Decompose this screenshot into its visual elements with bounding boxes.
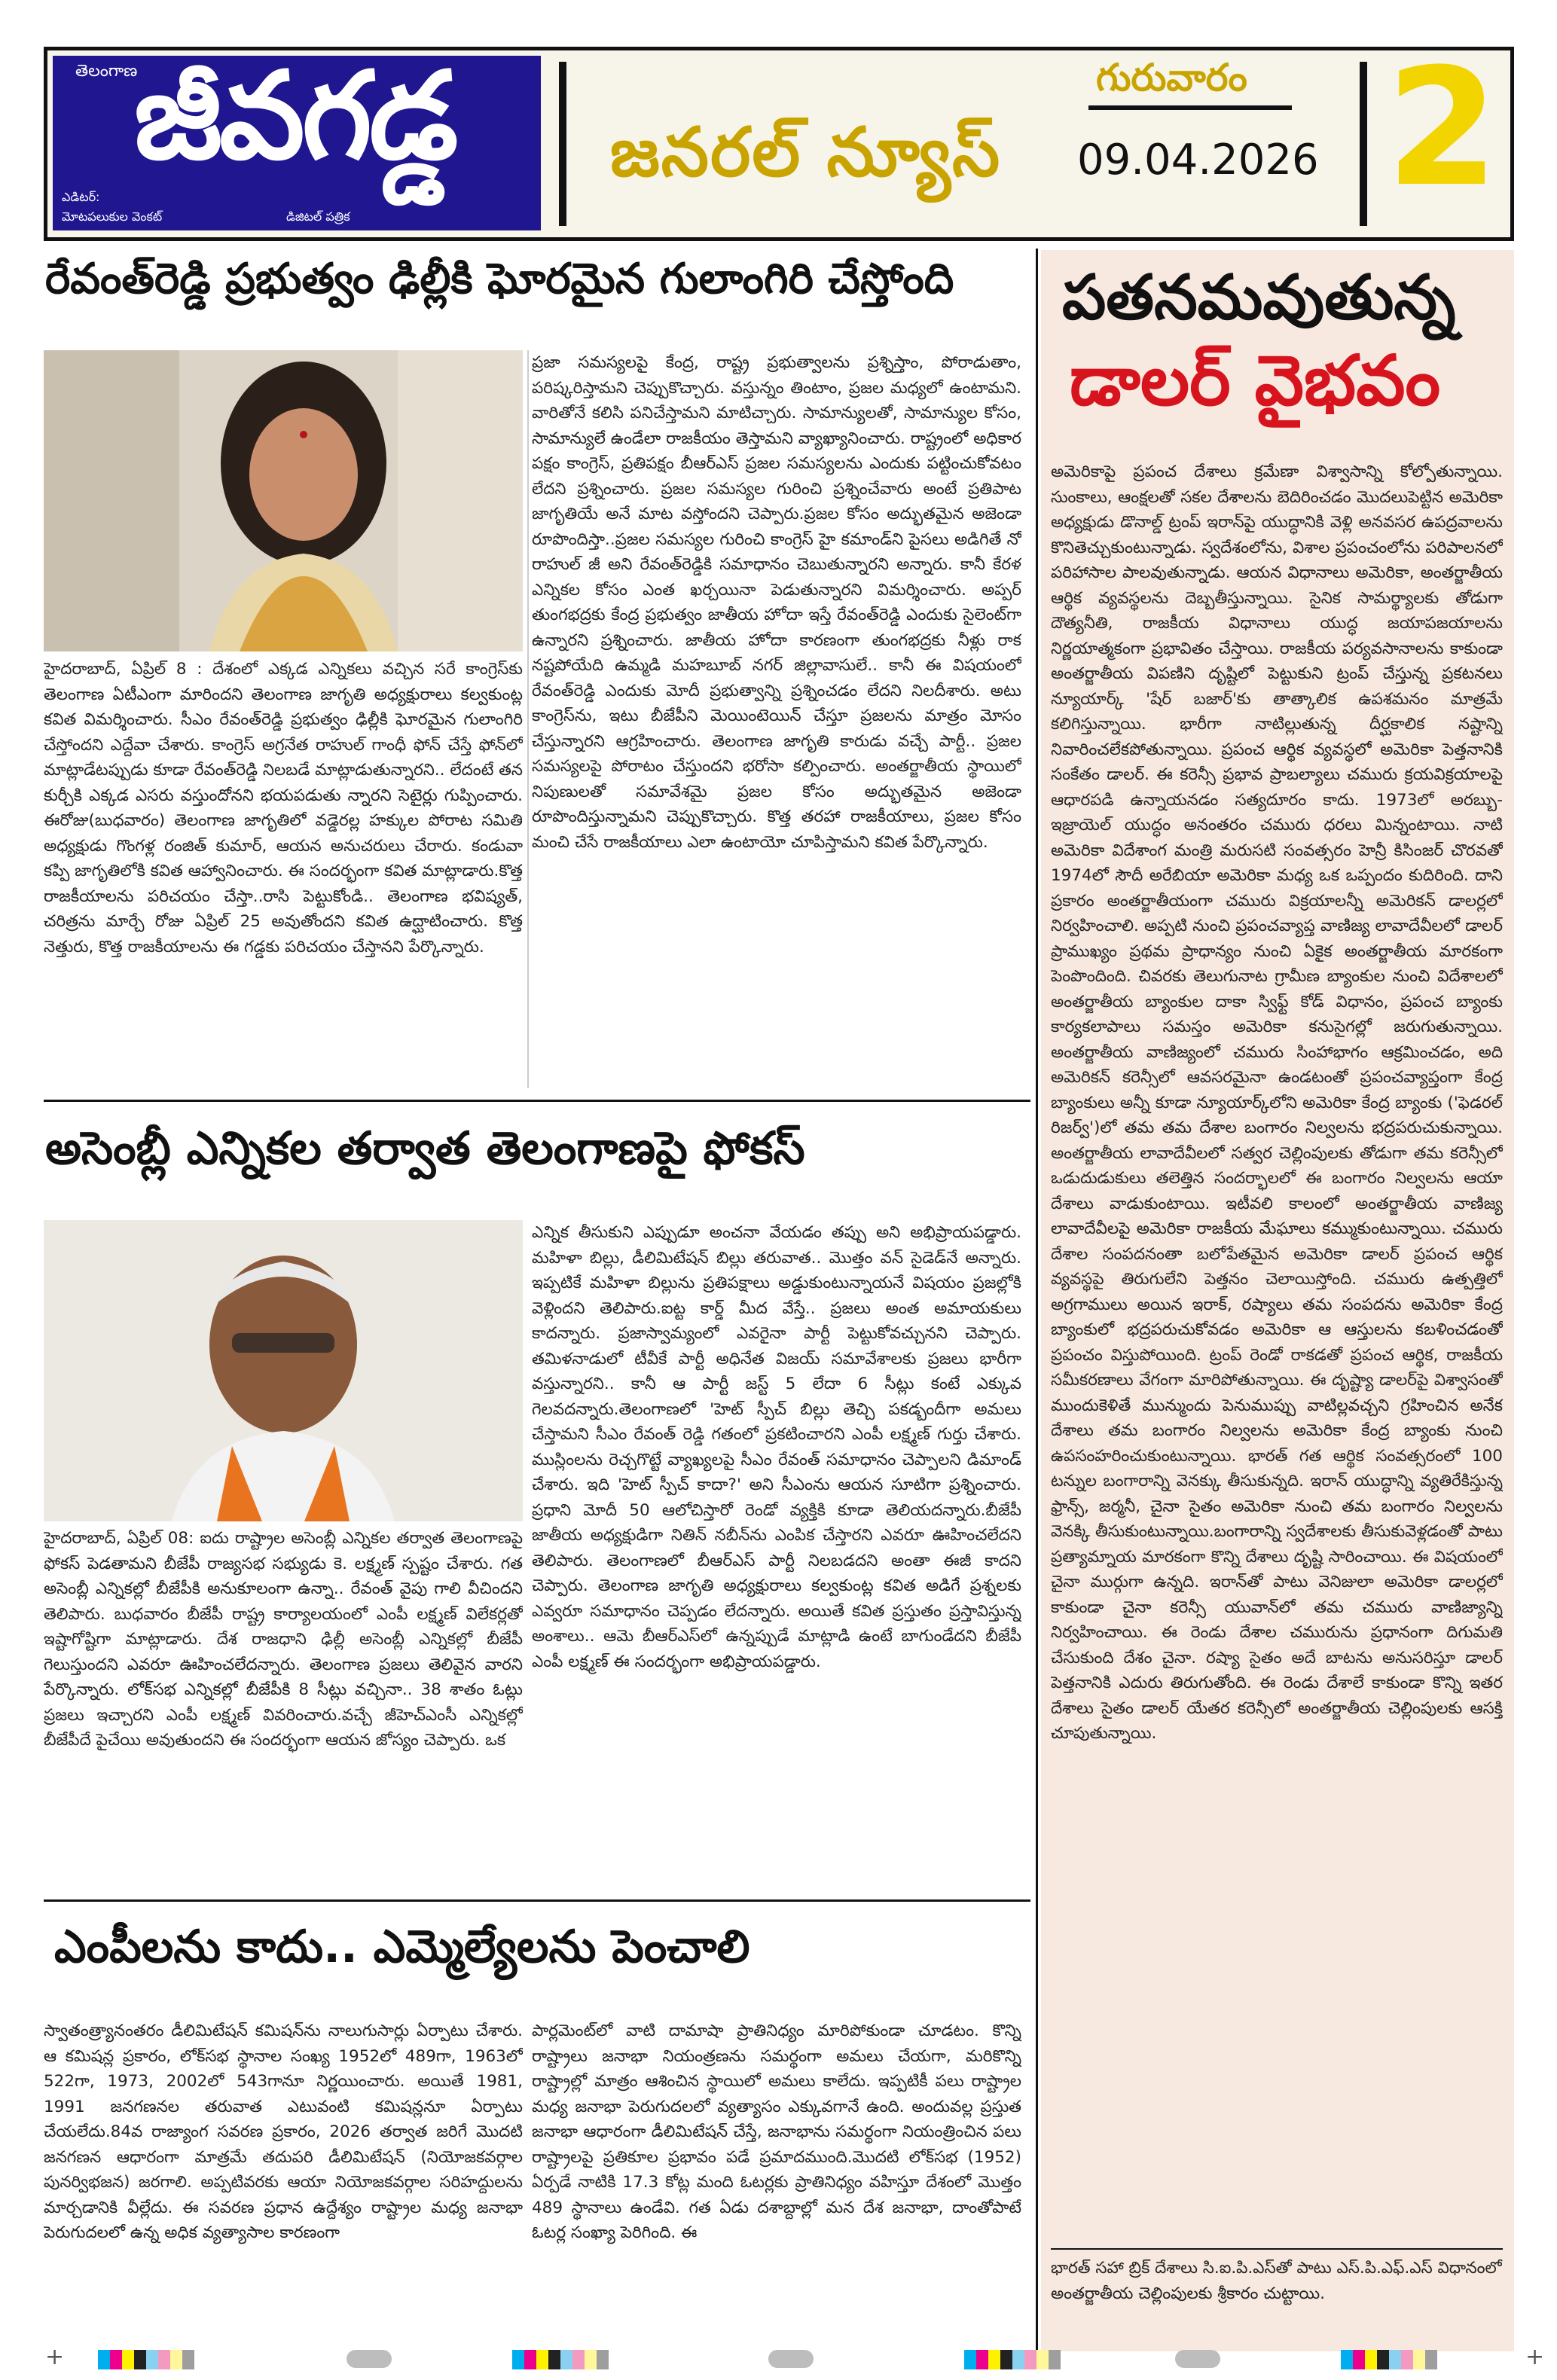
- print-mark: [347, 2350, 392, 2368]
- portrait-man-illustration: [44, 1220, 523, 1521]
- sidebar-headline-line1: పతనమవుతున్న: [1062, 262, 1456, 334]
- sidebar-footer-rule: [1051, 2248, 1503, 2250]
- article2-body-col2: ఎన్నిక తీసుకుని ఎప్పుడూ అంచనా వేయడం తప్పు అని అభిప్రాయపడ్డారు. మహిళా బిల్లు, డీలిమిటేషన్ బిల్లు తరువాత.. మొత్తం వన్ సైడెడ్‌నే అన్నారు. ఇప్పటికే మహిళా బిల్లును ప్రతిపక్షాలు అడ్డుకుంటున్నాయనే విషయం ప్రజల్లోకి వెళ్లిందని తెలిపారు.ఐట్ట కార్డ్ మీద వేస్తే.. ప్రజలు అంత అమాయకులు కాదన్నారు. ప్రజాస్వామ్యంలో ఎవరైనా పార్టీ పెట్టుకోవచ్చునని చెప్పారు. తమిళనాడులో టీవీకే పార్టీ అధినేత విజయ్ సమావేశాలకు ప్రజలు భారీగా వస్తున్నారని.. కానీ ఆ పార్టీ జస్ట్ 5 లేదా 6 సీట్లు కంటే ఎక్కువ గెలవదన్నారు.తెలంగాణలో 'హెట్ స్పీచ్ బిల్లు తెచ్చి పకడ్బందీగా అమలు చేస్తామని సీఎం రేవంత్ రెడ్డి గతంలో ప్రకటించారని ఎంపీ లక్ష్మణ్ గుర్తు చేశారు. ముస్లింలను రెచ్చగొట్టే వ్యాఖ్యలపై సీఎం రేవంత్ సమాధానం చెప్పాలని డిమాండ్ చేశారు. ఇది 'హెట్ స్పీచ్ కాదా?' అని సీఎంను ఆయన సూటిగా ప్రశ్నించారు. ప్రధాని మోదీ 50 ఆలోచిస్తారో రెండో వ్యక్తికి కూడా తెలియదన్నారు.బీజేపీ జాతీయ అధ్యక్షుడిగా నితిన్ నబీన్‌ను ఎంపిక చేస్తారని ఎవరూ ఊహించలేదని తెలిపారు. తెలంగాణలో బీఆర్ఎస్ పార్టీ నిలబడదని అంతా ఈజీ కాదని చెప్పారు. తెలంగాణ జాగృతి అధ్యక్షురాలు కల్వకుంట్ల కవిత అడిగే ప్రశ్నలకు ఎవ్వరూ సమాధానం చెప్పడం లేదన్నారు. అయితే కవిత ప్రస్తుతం ప్రస్తావిస్తున్న అంశాలు.. ఆమె బీఆర్ఎస్‌లో ఉన్నప్పుడే మాట్లాడి ఉంటే బాగుండేదని బీజేపీ ఎంపీ లక్ష్మణ్ ఈ సందర్భంగా అభిప్రాయపడ్డారు.: [532, 1223, 1021, 1671]
- registration-cross-icon: +: [1525, 2344, 1545, 2370]
- section-rule: [44, 1899, 1030, 1902]
- edition-type: డిజిటల్ పత్రిక: [286, 209, 350, 224]
- section-rule: [44, 1100, 1030, 1102]
- section-title: జనరల్ న్యూస్: [610, 113, 1002, 192]
- masthead-divider: [559, 62, 566, 226]
- issue-date: 09.04.2026: [1077, 136, 1319, 185]
- editor-name: మోటపలుకుల వెంకట్: [62, 209, 163, 224]
- article2-headline: అసెంబ్లీ ఎన్నికల తర్వాత తెలంగాణపై ఫోకస్: [45, 1122, 805, 1175]
- column-divider: [527, 350, 529, 1088]
- article1-photo: [44, 350, 523, 651]
- article1-headline: రేవంత్‌రెడ్డి ప్రభుత్వం ఢిల్లీకి ఘోరమైన గులాంగిరి చేస్తోంది: [45, 255, 954, 304]
- newspaper-logo: జీవగడ్డ: [134, 45, 456, 186]
- masthead-divider: [1360, 62, 1367, 226]
- color-bar: [98, 2350, 194, 2369]
- article2-photo: [44, 1220, 523, 1521]
- color-bar: [1341, 2350, 1437, 2369]
- color-bar: [964, 2350, 1061, 2369]
- article3-headline: ఎంపీలను కాదు.. ఎమ్మెల్యేలను పెంచాలి: [54, 1921, 750, 1973]
- sidebar-footer: భారత్ సహా బ్రిక్ దేశాలు సి.ఐ.పి.ఎస్‌తో పాటు ఎస్.పి.ఎఫ్.ఎస్ విధానంలో అంతర్జాతీయ చెల్లింపులకు శ్రీకారం చుట్టాయి.: [1051, 2259, 1502, 2303]
- print-mark: [768, 2350, 814, 2368]
- weekday-underline: [1088, 105, 1292, 110]
- article3-body-col1: స్వాతంత్ర్యానంతరం డీలిమిటేషన్ కమిషన్‌ను నాలుగుసార్లు ఏర్పాటు చేశారు. ఆ కమిషన్ల ప్రకారం, లోక్‌సభ స్థానాల సంఖ్య 1952లో 489గా, 1963లో 522గా, 1973, 2002లో 543గానూ నిర్ణయించారు. అయితే 1981, 1991 జనగణనల తరువాత ఎటువంటి కమిషన్లనూ ఏర్పాటు చేయలేదు.84వ రాజ్యాంగ సవరణ ప్రకారం, 2026 తర్వాత జరిగే మొదటి జనగణన ఆధారంగా మాత్రమే తదుపరి డీలిమిటేషన్ (నియోజకవర్గాల పునర్విభజన) జరగాలి. అప్పటివరకు ఆయా నియోజకవర్గాల సరిహద్దులను మార్చడానికి వీల్లేదు. ఈ సవరణ ప్రధాన ఉద్దేశ్యం రాష్ట్రాల మధ్య జనాభా పెరుగుదలలో ఉన్న అధిక వ్యత్యాసాల కారణంగా: [44, 2021, 523, 2242]
- article3-body-col2: పార్లమెంట్‌లో వాటి దామాషా ప్రాతినిధ్యం మారిపోకుండా చూడటం. కొన్ని రాష్ట్రాలు జనాభా నియంత్రణను సమర్థంగా అమలు చేయగా, మరికొన్ని రాష్ట్రాల్లో మాత్రం ఆశించిన స్థాయిలో అమలు కాలేదు. ఇప్పటికీ పలు రాష్ట్రాల మధ్య జనాభా పెరుగుదలలో వ్యత్యాసం ఎక్కువగానే ఉంది. అందువల్ల ప్రస్తుత జనాభా ఆధారంగా డీలిమిటేషన్ చేస్తే, జనాభాను సమర్థంగా నియంత్రించిన పలు రాష్ట్రాలపై ప్రతికూల ప్రభావం పడే ప్రమాదముంది.మొదటి లోక్‌సభ (1952) ఏర్పడే నాటికి 17.3 కోట్ల మంది ఓటర్లకు ప్రాతినిధ్యం వహిస్తూ దేశంలో మొత్తం 489 స్థానాలు ఉండేవి. గత ఏడు దశాబ్దాల్లో మన దేశ జనాభా, దాంతోపాటే ఓటర్ల సంఖ్యా పెరిగింది. ఈ: [532, 2021, 1021, 2242]
- article2-body-col1: హైదరాబాద్, ఏప్రిల్ 08: ఐదు రాష్ట్రాల అసెంబ్లీ ఎన్నికల తర్వాత తెలంగాణపై ఫోకస్ పెడతామని బీజేపీ రాజ్యసభ సభ్యుడు కె. లక్ష్మణ్ స్పష్టం చేశారు. గత అసెంబ్లీ ఎన్నికల్లో బీజేపీకి అనుకూలంగా ఉన్నా.. రేవంత్ వైపు గాలి వీచిందని తెలిపారు. బుధవారం బీజేపీ రాష్ట్ర కార్యాలయంలో ఎంపీ లక్ష్మణ్ విలేకర్లతో ఇష్టాగోష్టిగా మాట్లాడారు. దేశ రాజధాని ఢిల్లీ అసెంబ్లీ ఎన్నికల్లో బీజేపీ గెలుస్తుందని ఎవరూ ఊహించలేదన్నారు. తెలంగాణ ప్రజలు తెలివైన వారని పేర్కొన్నారు. లోక్‌సభ ఎన్నికల్లో బీజేపీకి 8 సీట్లు వచ్చినా.. 38 శాతం ఓట్లు ప్రజలు ఇచ్చారని ఎంపీ లక్ష్మణ్ వివరించారు.వచ్చే జీహెచ్ఎంసీ ఎన్నికల్లో బీజేపీదే పైచేయి అవుతుందని ఈ సందర్భంగా ఆయన జోస్యం చెప్పారు. ఒక: [44, 1529, 523, 1750]
- page-number: 2: [1386, 33, 1499, 222]
- article1-body-col1: హైదరాబాద్, ఏప్రిల్ 8 : దేశంలో ఎక్కడ ఎన్నికలు వచ్చిన సరే కాంగ్రెస్‌కు తెలంగాణ ఏటీఎంగా మారిందని తెలంగాణ జాగృతి అధ్యక్షురాలు కల్వకుంట్ల కవిత విమర్శించారు. సీఎం రేవంత్‌రెడ్డి ప్రభుత్వం ఢిల్లీకి ఘోరమైన గులాంగిరి చేస్తోందని ఎద్దేవా చేశారు. కాంగ్రెస్ అగ్రనేత రాహుల్ గాంధీ ఫోన్ చేస్తే ఫోన్‌లో మాట్లాడేటప్పుడు కూడా రేవంత్‌రెడ్డి నిలబడే మాట్లాడుతున్నారని.. లేదంటే తన కుర్చీకి ఎక్కడ ఎసరు వస్తుందోనని భయపడుతు న్నారని సెటైర్లు గుప్పించారు. ఈరోజు(బుధవారం) తెలంగాణ జాగృతిలో వడ్డెరల్ల హక్కుల పోరాట సమితి అధ్యక్షుడు గొంగళ్ల రంజిత్ కుమార్, ఆయన అనుచరులు చేరారు. కండువా కప్పి జాగృతిలోకి కవిత ఆహ్వానించారు. ఈ సందర్భంగా కవిత మాట్లాడారు.కొత్త రాజకీయాలను పరిచయం చేస్తా..రాసి పెట్టుకోండి.. తెలంగాణ భవిష్యత్, చరిత్రను మార్చే రోజు ఏప్రిల్ 25 అవుతోందని కవిత ఉద్ఘాటించారు. కొత్త నెత్తురు, కొత్త రాజకీయాలను ఈ గడ్డకు పరిచయం చేస్తానని పేర్కొన్నారు.: [44, 660, 523, 957]
- logo-prefix: తెలంగాణ: [75, 62, 138, 81]
- article1-body-col2: ప్రజా సమస్యలపై కేంద్ర, రాష్ట్ర ప్రభుత్వాలను ప్రశ్నిస్తాం, పోరాడుతాం, పరిష్కరిస్తామని చెప్పుకొచ్చారు. వస్తున్నం తింటాం, ప్రజల మధ్యలో ఉంటామని. వారితోనే కలిసి పనిచేస్తామని మాటిచ్చారు. సామాన్యులతో, సామాన్యుల కోసం, సామాన్యులే ఉండేలా రాజకీయం తెస్తామని వ్యాఖ్యానించారు. రాష్ట్రంలో అధికార పక్షం కాంగ్రెస్, ప్రతిపక్షం బీఆర్ఎస్ ప్రజల సమస్యలను ఎందుకు పట్టించుకోవటం లేదని ప్రశ్నించారు. ప్రజల సమస్యల గురించి ప్రశ్నించేవారు అంటే ప్రతిపాట జాగృతియే అనే మాట వస్తోందని చెప్పారు.ప్రజల కోసం అద్భుతమైన అజెండా రూపొందిస్తా..ప్రజల సమస్యల గురించి కాంగ్రెస్ హై కమాండ్‌ని పైసలు అడిగితే నో రాహుల్ జీ అని రేవంత్‌రెడ్డికి సమాధానం చెబుతున్నారని అన్నారు. కానీ కేరళ ఎన్నికల కోసం ఎంత ఖర్చయినా పెడుతున్నారని విమర్శించారు. అప్పర్ తుంగభద్రకు కేంద్ర ప్రభుత్వం జాతీయ హోదా ఇస్తే రేవంత్‌రెడ్డి ఎందుకు సైలెంట్‌గా ఉన్నారని ప్రశ్నించారు. జాతీయ హోదా కారణంగా తుంగభద్రకు నీళ్లు రాక నష్టపోయేది ఉమ్మడి మహబూబ్ నగర్ జిల్లావాసులే.. కానీ ఈ విషయంలో రేవంత్‌రెడ్డి ఎందుకు మోదీ ప్రభుత్వాన్ని ప్రశ్నించడం లేదని నిలదీశారు. అటు కాంగ్రెస్‌ను, ఇటు బీజేపీని మెయింటెయిన్ చేస్తూ ప్రజలను మాత్రం మోసం చేస్తున్నారని ఆగ్రహించారు. తెలంగాణ జాగృతి కారుడు వచ్చే పార్టీ.. ప్రజల సమస్యలపై పోరాటం చేస్తుందని భరోసా కల్పించారు. అంతర్జాతీయ స్థాయిలో నిపుణులతో సమావేశమై ప్రజల కోసం అద్భుతమైన అజెండా రూపొందిస్తున్నామని చెప్పుకొచ్చారు. కొత్త తరహా రాజకీయాలు, ప్రజల కోసం మంచి చేసే రాజకీయాలు ఎలా ఉంటాయో చూపిస్తామని కవిత పేర్కొన్నారు.: [532, 353, 1021, 852]
- sidebar-divider: [1036, 249, 1038, 2351]
- registration-cross-icon: +: [45, 2344, 65, 2370]
- color-bar: [512, 2350, 609, 2369]
- portrait-woman-illustration: [44, 350, 523, 651]
- weekday: గురువారం: [1096, 56, 1247, 99]
- sidebar-headline-line2: డాలర్ వైభవం: [1070, 340, 1441, 421]
- print-mark: [1175, 2350, 1220, 2368]
- sidebar-body: అమెరికాపై ప్రపంచ దేశాలు క్రమేణా విశ్వాసాన్ని కోల్పోతున్నాయి. సుంకాలు, ఆంక్షలతో సకల దేశాలను బెదిరించడం మొదలుపెట్టిన అమెరికా అధ్యక్షుడు డొనాల్డ్ ట్రంప్ ఇరాన్‌పై యుద్ధానికి వెళ్లి అనవసర ఉపద్రవాలను కొనితెచ్చుకుంటున్నాడు. స్వదేశంలోను, విశాల ప్రపంచంలోను పరిపాలనలో పరిహాసాల పాలవుతున్నాడు. ఆయన విధానాలు అమెరికా, అంతర్జాతీయ ఆర్థిక వ్యవస్థలను దెబ్బతీస్తున్నాయి. సైనిక సామర్థ్యాలకు తోడుగా దౌత్యనీతి, రాజకీయ విధానాలు యుద్ధ జయాపజయాలను నిర్ణయాత్మకంగా ప్రభావితం చేస్తాయి. రాజకీయ పర్యవసానాలను కాకుండా అంతర్జాతీయ విపణిని దృష్టిలో పెట్టుకుని ట్రంప్ చేస్తున్న ప్రకటనలు న్యూయార్క్ 'షేర్ బజార్'కు తాత్కాలిక ఉపశమనం మాత్రమే కలిగిస్తున్నాయి. భారీగా నాటిల్లుతున్న దీర్ఘకాలిక నష్టాన్ని నివారించలేకపోతున్నాయి. ప్రపంచ ఆర్థిక వ్యవస్థలో అమెరికా పెత్తనానికి సంకేతం డాలర్. ఈ కరెన్సీ ప్రభావ ప్రాబల్యాలు చమురు క్రయవిక్రయాలపై ఆధారపడి ఉన్నాయనడం సత్యదూరం కాదు. 1973లో అరబ్బు-ఇజ్రాయెల్ యుద్ధం అనంతరం చమురు ధరలు మిన్నంటాయి. నాటి అమెరికా విదేశాంగ మంత్రి మరుసటి సంవత్సరం హెన్రీ కిసింజర్ చొరవతో 1974లో సౌదీ అరేబియా అమెరికా మధ్య ఒక ఒప్పందం కుదిరింది. దాని ప్రకారం అంతర్జాతీయంగా చమురు విక్రయాలన్నీ అమెరికన్ డాలర్లలో నిర్వహించాలి. అప్పటి నుంచి ప్రపంచవ్యాప్త వాణిజ్య లావాదేవీలలో డాలర్ ప్రాముఖ్యం ప్రథమ ప్రాధాన్యం నుంచి ఏకైక అంతర్జాతీయ మారకంగా పెంపొందింది. చివరకు తెలుగునాట గ్రామీణ బ్యాంకుల నుంచి విదేశాలలో అంతర్జాతీయ బ్యాంకుల దాకా స్విఫ్ట్ కోడ్ విధానం, ప్రపంచ బ్యాంకు కార్యకలాపాలు సమస్తం అమెరికా కనుసైగల్లో జరుగుతున్నాయి. అంతర్జాతీయ వాణిజ్యంలో చమురు సింహాభాగం ఆక్రమించడం, అది అమెరికన్ కరెన్సీలో ఆవసరమైనా ఉండటంతో ప్రపంచవ్యాప్తంగా కేంద్ర బ్యాంకులు అన్నీ కూడా న్యూయార్క్‌లోని అమెరికా కేంద్ర బ్యాంకు ('ఫెడరల్ రిజర్వ్')లో తమ తమ దేశాల బంగారం నిల్వలను భద్రపరుచుకున్నాయి. అంతర్జాతీయ లావాదేవీలలో సత్వర చెల్లింపులకు తోడుగా తమ కరెన్సీలో ఒడుదుడుకులు తలెత్తిన సందర్భాలలో ఈ బంగారం నిల్వలను ఆయా దేశాలు వాడుకుంటాయి. ఇటీవలి కాలంలో అంతర్జాతీయ వాణిజ్య లావాదేవీలపై అమెరికా రాజకీయ మేఘాలు కమ్ముకుంటున్నాయి. చమురు దేశాల సంపదనంతా బలోపేతమైన అమెరికా డాలర్ ప్రపంచ ఆర్థిక వ్యవస్థపై తిరుగులేని పెత్తనం చెలాయిస్తోంది. చమురు ఉత్పత్తిలో అగ్రగాములు అయిన ఇరాక్, రష్యాలు తమ సంపదను అమెరికా కేంద్ర బ్యాంకులో భద్రపరుచుకోవడం అమెరికా ఆ ఆస్తులను కబళించడంతో ప్రపంచం విస్తుపోయింది. ట్రంప్ రెండో రాకడతో ప్రపంచ ఆర్థిక, రాజకీయ సమీకరణాలు వేగంగా మారిపోతున్నాయి. ఈ దృష్ట్యా డాలర్‌పై విశ్వాసంతో ముందుకెళితే మున్ముందు పెనుముప్పు వాటిల్లవచ్చని గ్రహించిన అనేక దేశాలు తమ బంగారం నిల్వలను అమెరికా కేంద్ర బ్యాంకు నుంచి ఉపసంహరించుకుంటున్నాయి. భారత్ గత ఆర్థిక సంవత్సరంలో 100 టన్నుల బంగారాన్ని వెనక్కు తీసుకున్నది. ఇరాన్ యుద్ధాన్ని వ్యతిరేకిస్తున్న ఫ్రాన్స్, జర్మనీ, చైనా సైతం అమెరికా నుంచి తమ బంగారం నిల్వలను వెనక్కి తీసుకుంటున్నాయి.బంగారాన్ని స్వదేశాలకు తీసుకువెళ్లడంతో పాటు ప్రత్యామ్నాయ మారకంగా కొన్ని దేశాలు దృష్టి సారించాయి. ఈ విషయంలో చైనా ముర్గుగా ఉన్నది. ఇరాన్‌తో పాటు వెనిజులా అమెరికా డాలర్లలో కాకుండా చైనా కరెన్సీ యువాన్‌లో తమ చమురు వాణిజ్యాన్ని నిర్వహించాయి. ఈ రెండు దేశాల చమురును ప్రధానంగా దిగుమతి చేసుకుంది దేశం చైనా. రష్యా సైతం అదే బాటను అనుసరిస్తూ డాలర్ పెత్తనానికి ఎదురు తిరుగుతోంది. ఈ రెండు దేశాలే కాకుండా కొన్ని ఇతర దేశాలు సైతం డాలర్ యేతర కరెన్సీలో అంతర్జాతీయ చెల్లింపులకు ఆసక్తి చూపుతున్నాయి.: [1051, 462, 1503, 1743]
- editor-label: ఎడిటర్:: [62, 190, 100, 204]
